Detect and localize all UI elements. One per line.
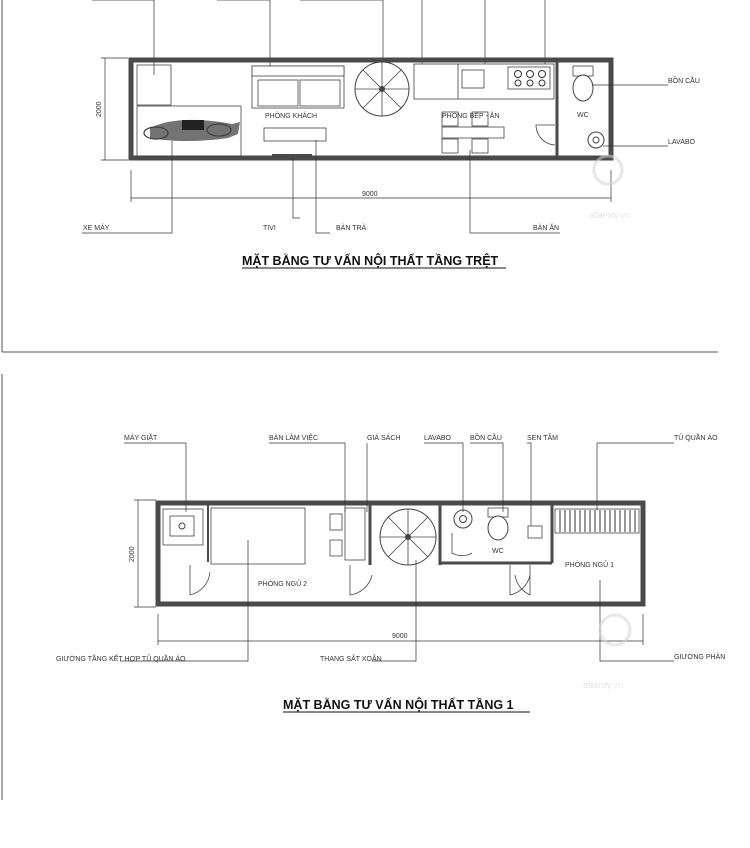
tv	[272, 154, 312, 158]
first-dim-width: 2000	[129, 546, 136, 562]
first-floor-title: MẶT BẰNG TƯ VẤN NỘI THẤT TẦNG 1	[283, 698, 514, 712]
watermark-text-first: afamily.vn	[583, 680, 623, 690]
first-label-lavabo: LAVABO	[424, 435, 451, 442]
ground-label-tea-table: BÀN TRÀ	[336, 225, 367, 232]
ground-label-tv: TIVI	[263, 225, 276, 232]
first-dim-length: 9000	[392, 633, 408, 640]
first-room-bedroom2: PHÒNG NGỦ 2	[258, 581, 308, 588]
ground-room-kitchen: PHÒNG BẾP - ĂN	[442, 113, 500, 120]
first-room-wc: WC	[492, 548, 504, 555]
watermark-logo	[590, 156, 630, 220]
ground-floor-plan	[82, 0, 700, 268]
spiral-stair-first	[380, 509, 436, 565]
first-label-bookshelf: GIÁ SÁCH	[367, 435, 401, 442]
first-label-spiral-stair: THANG SẮT XOẮN	[320, 656, 382, 663]
motorbike-icon	[144, 120, 240, 141]
ground-label-toilet: BỒN CẦU	[668, 78, 700, 85]
first-label-toilet: BỒN CẦU	[470, 435, 502, 442]
first-floor-plan	[56, 432, 725, 712]
first-door-swings	[190, 565, 530, 595]
tea-table	[264, 128, 326, 141]
watermark-logo-first	[583, 615, 630, 690]
sofa	[252, 66, 344, 108]
ground-floor-title: MẶT BẰNG TƯ VẤN NỘI THẤT TẦNG TRỆT	[242, 254, 499, 268]
washing-machine	[163, 509, 203, 545]
ground-label-motorbike: XE MÁY	[83, 225, 110, 232]
ground-label-lavabo: LAVABO	[668, 139, 695, 146]
first-room-bedroom1: PHÒNG NGỦ 1	[565, 562, 615, 569]
kitchen-counter	[414, 64, 554, 99]
ground-dim-width: 2000	[96, 101, 103, 117]
wardrobe	[555, 509, 639, 533]
ground-room-living: PHÒNG KHÁCH	[265, 113, 318, 120]
bunk-bed	[211, 508, 305, 564]
ground-dim-length: 9000	[362, 191, 378, 198]
first-label-bed: GIƯỜNG PHẢN	[674, 654, 726, 661]
desk	[330, 508, 365, 560]
ground-room-wc: WC	[577, 112, 589, 119]
first-label-shower: SEN TẮM	[527, 435, 558, 442]
first-label-wardrobe: TỦ QUẦN ÁO	[674, 435, 718, 442]
ground-label-dining-table: BÀN ĂN	[533, 225, 560, 232]
spiral-stair-ground	[355, 62, 409, 116]
first-label-desk: BÀN LÀM VIỆC	[269, 435, 319, 442]
first-label-bed-wardrobe: GIƯỜNG TẦNG KẾT HỢP TỦ QUẦN ÁO	[56, 656, 186, 663]
watermark-text-ground: afamily.vn	[590, 210, 630, 220]
first-label-washing-machine: MÁY GIẶT	[124, 435, 158, 442]
